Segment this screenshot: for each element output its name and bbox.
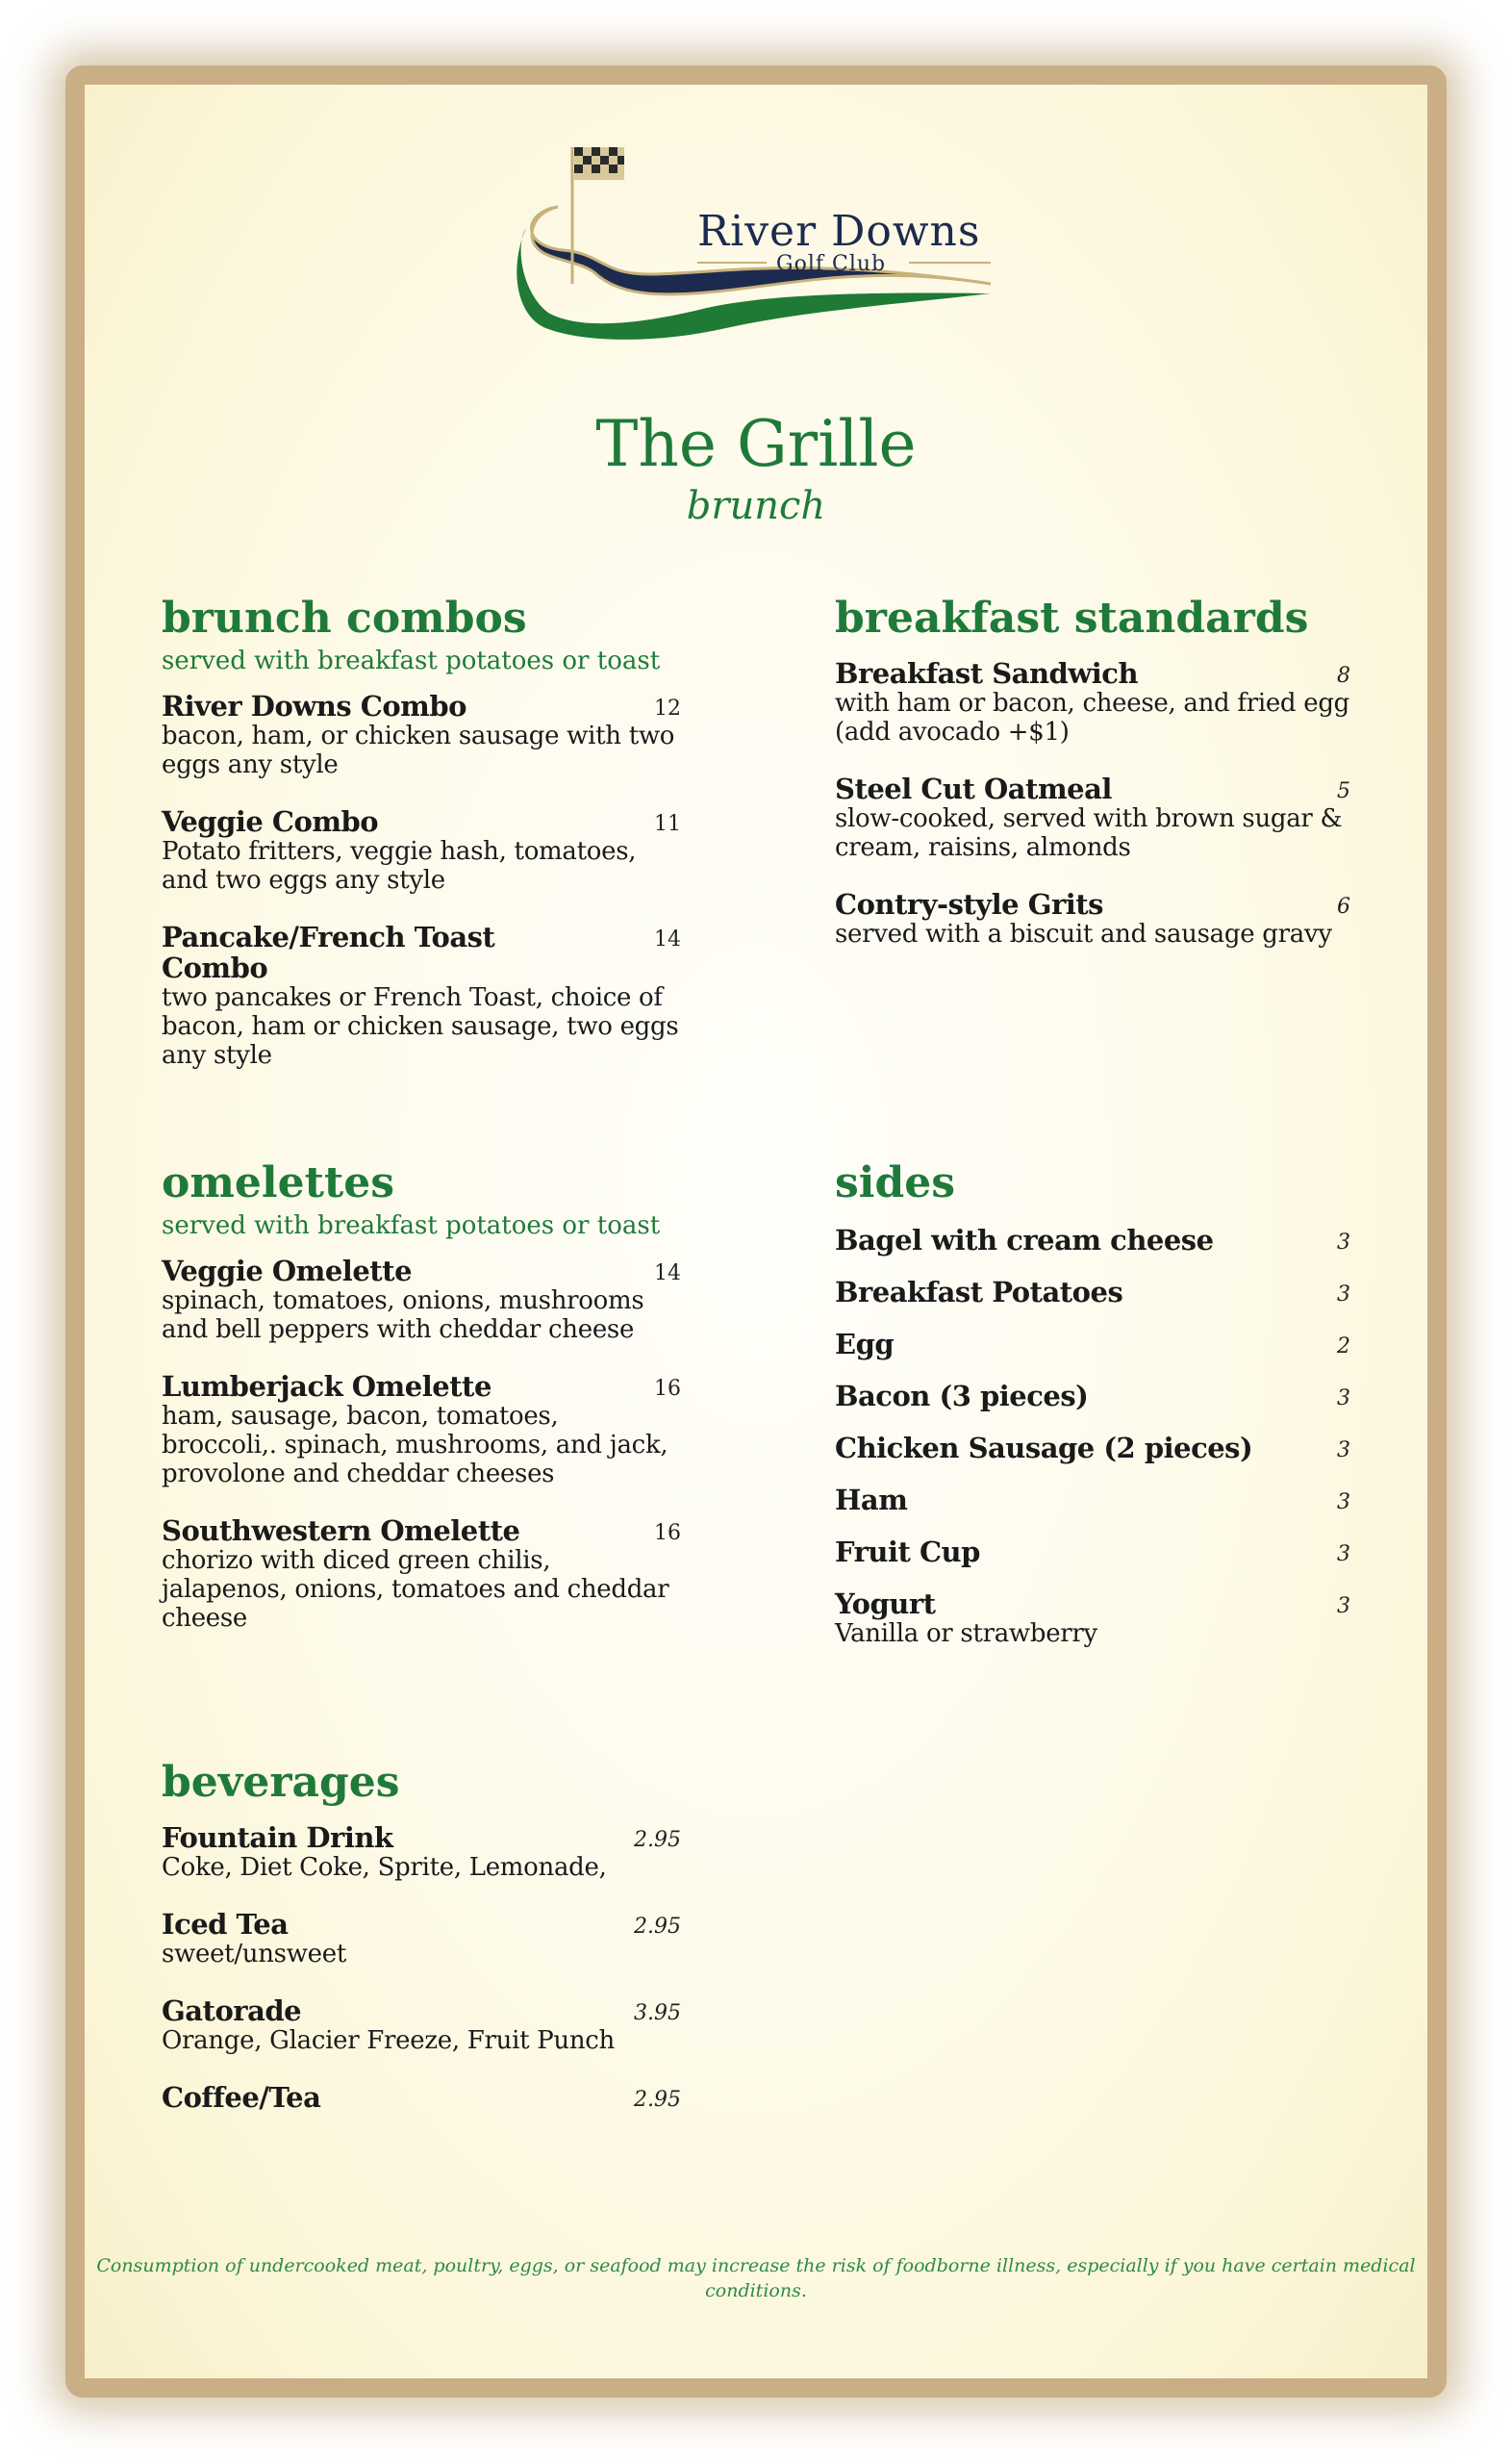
item-name: Contry-style Grits bbox=[835, 888, 1103, 921]
menu-item bbox=[835, 1536, 1350, 1567]
section-subtitle: served with breakfast potatoes or toast bbox=[162, 647, 661, 675]
item-name: Coffee/Tea bbox=[162, 2081, 321, 2114]
menu-item bbox=[835, 1588, 1350, 1648]
item-description: spinach, tomatoes, onions, mushrooms and bell peppers with cheddar cheese bbox=[162, 1286, 644, 1344]
item-price: 3 bbox=[1337, 1542, 1350, 1566]
item-price: 14 bbox=[654, 1261, 681, 1285]
menu-item bbox=[835, 1225, 1350, 1256]
river-downs-logo bbox=[505, 140, 1010, 346]
item-description: chorizo with diced green chilis, jalapenos, onions, tomatoes and cheddar cheese bbox=[162, 1546, 669, 1633]
item-name: Veggie Combo bbox=[162, 805, 379, 838]
menu-item bbox=[162, 691, 681, 779]
item-price: 2 bbox=[1337, 1334, 1350, 1358]
page-title: The Grille bbox=[595, 407, 917, 481]
item-description: Vanilla or strawberry bbox=[835, 1619, 1097, 1648]
menu-item bbox=[835, 1329, 1350, 1359]
section-beverages bbox=[162, 1757, 681, 2140]
section-subtitle: served with breakfast potatoes or toast bbox=[162, 1211, 661, 1240]
menu-item bbox=[162, 1995, 681, 2055]
item-name: Veggie Omelette bbox=[162, 1255, 413, 1287]
item-price: 2.95 bbox=[634, 2088, 681, 2112]
item-name: Iced Tea bbox=[162, 1908, 289, 1941]
logo-line1: River Downs bbox=[697, 207, 981, 256]
section-sides bbox=[835, 1157, 1350, 1669]
item-price: 5 bbox=[1337, 779, 1350, 803]
section-omelettes bbox=[162, 1157, 681, 1660]
item-description: Orange, Glacier Freeze, Fruit Punch bbox=[162, 2026, 615, 2055]
item-description: with ham or bacon, cheese, and fried egg (add avocado +$1) bbox=[835, 689, 1350, 747]
section-title: brunch combos bbox=[162, 594, 527, 643]
menu-item bbox=[835, 658, 1350, 747]
section-title: sides bbox=[835, 1158, 956, 1207]
item-price: 16 bbox=[654, 1521, 681, 1545]
menu-item bbox=[835, 1433, 1350, 1463]
item-name: Egg bbox=[835, 1328, 895, 1360]
item-name: Bacon (3 pieces) bbox=[835, 1380, 1089, 1412]
section-brunch-combos bbox=[162, 593, 681, 1097]
item-description: bacon, ham, or chicken sausage with two eggs any style bbox=[162, 722, 675, 779]
section-title: breakfast standards bbox=[835, 594, 1309, 643]
item-description: served with a biscuit and sausage gravy bbox=[835, 920, 1332, 949]
item-description: two pancakes or French Toast, choice of bacon, ham or chicken sausage, two eggs any style bbox=[162, 983, 679, 1070]
menu-item bbox=[162, 1909, 681, 1968]
item-price: 3.95 bbox=[634, 2001, 681, 2025]
item-price: 8 bbox=[1337, 664, 1350, 688]
menu-item bbox=[835, 889, 1350, 949]
item-name: Ham bbox=[835, 1484, 908, 1516]
item-name: Southwestern Omelette bbox=[162, 1514, 520, 1547]
item-name: Gatorade bbox=[162, 1994, 302, 2027]
menu-item bbox=[162, 1371, 681, 1488]
item-price: 6 bbox=[1337, 895, 1350, 919]
item-name: Steel Cut Oatmeal bbox=[835, 773, 1112, 805]
section-title: beverages bbox=[162, 1758, 400, 1807]
item-name: Lumberjack Omelette bbox=[162, 1370, 491, 1403]
item-description: sweet/unsweet bbox=[162, 1940, 346, 1968]
logo-flag bbox=[574, 147, 624, 180]
item-name: River Downs Combo bbox=[162, 690, 466, 723]
page-subtitle: brunch bbox=[686, 484, 826, 528]
item-description: Potato fritters, veggie hash, tomatoes, and two eggs any style bbox=[162, 837, 637, 895]
menu-item bbox=[162, 1822, 681, 1882]
item-price: 3 bbox=[1337, 1386, 1350, 1410]
item-name: Fruit Cup bbox=[835, 1536, 980, 1568]
item-price: 3 bbox=[1337, 1231, 1350, 1255]
section-breakfast-standards bbox=[835, 593, 1350, 976]
menu-item bbox=[162, 1515, 681, 1633]
item-name: Bagel with cream cheese bbox=[835, 1224, 1214, 1257]
item-price: 11 bbox=[654, 812, 681, 836]
item-price: 3 bbox=[1337, 1594, 1350, 1618]
logo-line2: Golf Club bbox=[776, 252, 887, 276]
menu-item bbox=[835, 1277, 1350, 1308]
item-price: 16 bbox=[654, 1377, 681, 1401]
item-price: 2.95 bbox=[634, 1915, 681, 1939]
item-description: slow-cooked, served with brown sugar & cream, raisins, almonds bbox=[835, 804, 1343, 862]
item-name: Breakfast Sandwich bbox=[835, 657, 1139, 690]
menu-item bbox=[162, 922, 681, 1070]
menu-item bbox=[162, 1256, 681, 1344]
item-name: Yogurt bbox=[835, 1587, 936, 1620]
item-description: Coke, Diet Coke, Sprite, Lemonade, bbox=[162, 1853, 607, 1882]
food-safety-disclaimer: Consumption of undercooked meat, poultry, eggs, or seafood may increase the risk of foodborne illness, especially if you have certain medical conditions. bbox=[96, 2255, 1416, 2301]
menu-item bbox=[835, 1381, 1350, 1411]
menu-item bbox=[162, 806, 681, 895]
item-price: 3 bbox=[1337, 1490, 1350, 1514]
section-title: omelettes bbox=[162, 1158, 395, 1207]
item-price: 12 bbox=[654, 697, 681, 721]
item-price: 2.95 bbox=[634, 1828, 681, 1852]
menu-item bbox=[162, 2082, 681, 2113]
item-name: Fountain Drink bbox=[162, 1821, 393, 1854]
menu-item bbox=[835, 1485, 1350, 1515]
item-name: Chicken Sausage (2 pieces) bbox=[835, 1432, 1253, 1464]
item-name: Breakfast Potatoes bbox=[835, 1276, 1123, 1308]
item-price: 3 bbox=[1337, 1438, 1350, 1462]
menu-item bbox=[835, 774, 1350, 862]
item-price: 3 bbox=[1337, 1282, 1350, 1307]
item-price: 14 bbox=[654, 927, 681, 952]
item-name: Pancake/French Toast Combo bbox=[162, 921, 495, 984]
item-description: ham, sausage, bacon, tomatoes, broccoli,. spinach, mushrooms, and jack, provolone and cheddar cheeses bbox=[162, 1402, 668, 1488]
